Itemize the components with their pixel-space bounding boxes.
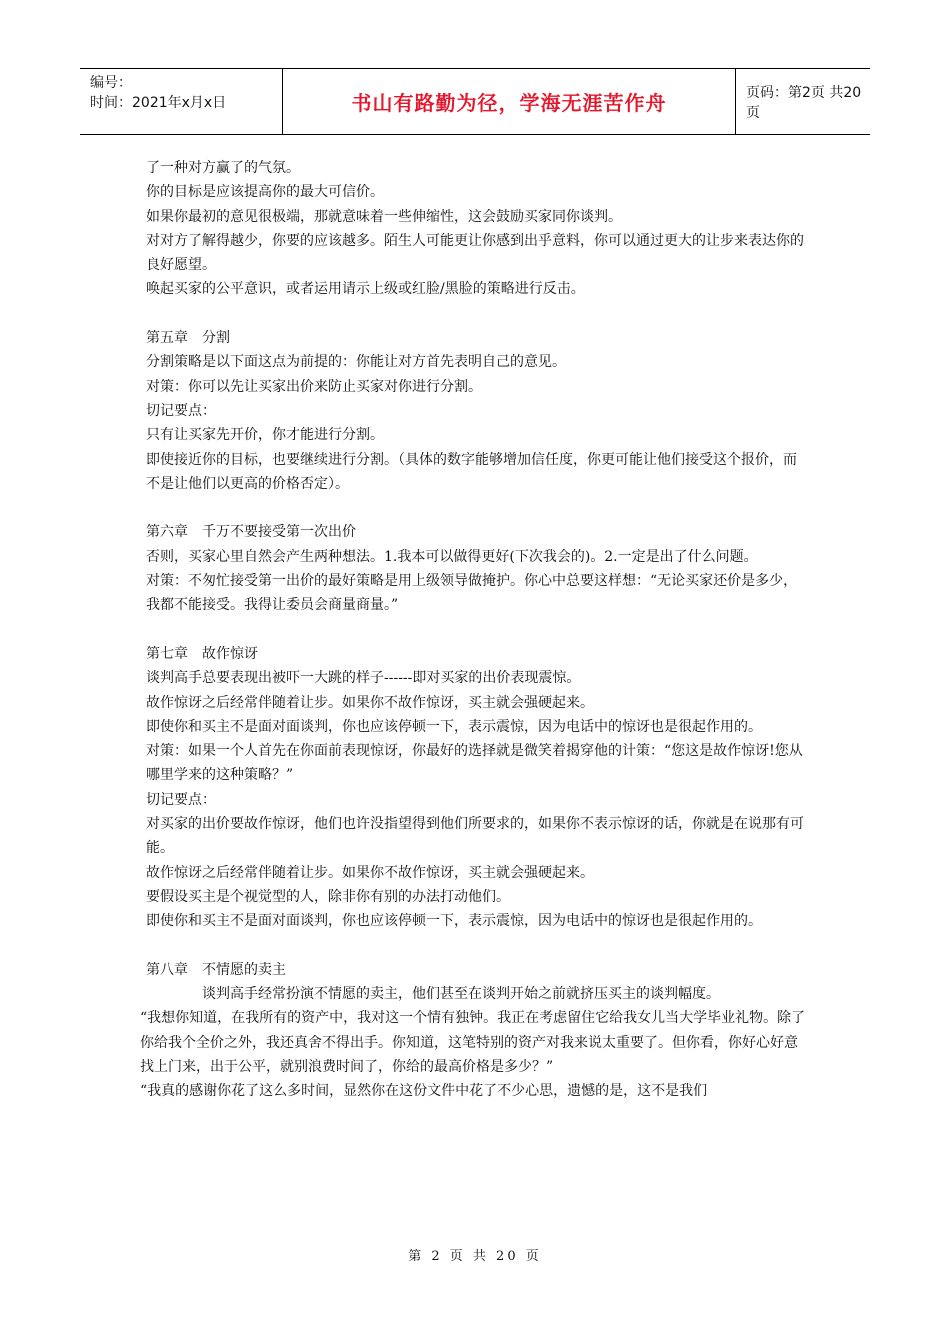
chapter-number: 第六章 [146, 524, 188, 541]
chapter-title: 分割 [202, 330, 230, 347]
header-page-info [736, 69, 870, 134]
paragraph: 否则，买家心里自然会产生两种想法。1.我本可以做得更好(下次我会的)。2.一定是出了什么问题。 [146, 548, 758, 565]
paragraph: 唤起买家的公平意识，或者运用请示上级或红脸/黑脸的策略进行反击。 [146, 281, 585, 298]
chapter-number: 第五章 [146, 330, 188, 347]
page-number-info: 页码：第2页 共20页 [746, 84, 862, 121]
spacer [146, 934, 806, 958]
chapter-title: 故作惊讶 [202, 645, 258, 662]
paragraph: 即使接近你的目标，也要继续进行分割。（具体的数字能够增加信任度，你更可能让他们接受这个报价，而不是让他们以更高的价格否定）。 [146, 451, 797, 492]
chapter-number: 第八章 [146, 961, 188, 978]
chapter-heading-7 [146, 642, 806, 666]
paragraph: 对策：不匆忙接受第一出价的最好策略是用上级领导做掩护。你心中总要这样想：“无论买家还价是多少，我都不能接受。我得让委员会商量商量。” [146, 573, 798, 614]
paragraph: 谈判高手经常扮演不情愿的卖主，他们甚至在谈判开始之前就挤压买主的谈判幅度。 [202, 986, 720, 1003]
paragraph: 对策：你可以先让买家出价来防止买家对你进行分割。 [146, 378, 482, 395]
chapter-heading-6 [146, 520, 806, 544]
paragraph: 切记要点： [146, 791, 216, 808]
header-motto: 书山有路勤为径，学海无涯苦作舟 [351, 91, 667, 115]
chapter-title: 不情愿的卖主 [202, 961, 286, 978]
paragraph: “我真的感谢你花了这么多时间，显然你在这份文件中花了不少心思，遗憾的是，这不是我们 [140, 1083, 708, 1100]
paragraph: 对对方了解得越少，你要的应该越多。陌生人可能更让你感到出乎意料，你可以通过更大的让步来表达你的良好愿望。 [146, 232, 804, 274]
paragraph: 要假设买主是个视觉型的人，除非你有别的办法打动他们。 [146, 888, 510, 905]
spacer [146, 302, 806, 326]
paragraph: 对策：如果一个人首先在你面前表现惊讶，你最好的选择就是微笑着揭穿他的计策：“您这是故作惊讶!您从哪里学来的这种策略？” [146, 743, 803, 784]
date-label: 时间：2021年x月x日 [90, 95, 227, 111]
paragraph: 你的目标是应该提高你的最大可信价。 [146, 184, 384, 201]
serial-number-label: 编号： [90, 75, 132, 91]
chapter-title: 千万不要接受第一次出价 [202, 524, 356, 541]
paragraph: 谈判高手总要表现出被吓一大跳的样子------即对买家的出价表现震惊。 [146, 670, 581, 687]
paragraph: 如果你最初的意见很极端，那就意味着一些伸缩性，这会鼓励买家同你谈判。 [146, 208, 622, 225]
paragraph: 即使你和买主不是面对面谈判，你也应该停顿一下，表示震惊，因为电话中的惊讶也是很起作用的。 [146, 718, 762, 735]
header-motto-cell [283, 69, 736, 134]
footer-page-number: 第 2 页 共 20 页 [408, 1249, 542, 1264]
chapter-number: 第七章 [146, 645, 188, 662]
chapter-heading-5 [146, 326, 806, 350]
chapter-heading-8 [146, 958, 806, 982]
page-header [80, 68, 870, 135]
header-meta [80, 69, 283, 134]
paragraph: “我想你知道，在我所有的资产中，我对这一个情有独钟。我正在考虑留住它给我女儿当大学毕业礼物。除了你给我个全价之外，我还真舍不得出手。你知道，这笔特别的资产对我来说太重要了。但你看，你好心好意找上门来，出于公平，就别浪费时间了，你给的最高价格是多少？” [140, 1010, 806, 1075]
paragraph: 故作惊讶之后经常伴随着让步。如果你不故作惊讶，买主就会强硬起来。 [146, 864, 594, 881]
paragraph: 故作惊讶之后经常伴随着让步。如果你不故作惊讶，买主就会强硬起来。 [146, 694, 594, 711]
paragraph: 了一种对方赢了的气氛。 [146, 160, 300, 176]
paragraph: 分割策略是以下面这点为前提的：你能让对方首先表明自己的意见。 [146, 354, 566, 371]
paragraph: 只有让买家先开价，你才能进行分割。 [146, 427, 384, 444]
paragraph: 切记要点： [146, 402, 216, 419]
page-footer [0, 1245, 950, 1264]
document-body [140, 156, 806, 1104]
spacer [146, 496, 806, 520]
paragraph: 对买家的出价要故作惊讶，他们也许没指望得到他们所要求的，如果你不表示惊讶的话，你就是在说那有可能。 [146, 816, 804, 857]
spacer [146, 618, 806, 642]
paragraph: 即使你和买主不是面对面谈判，你也应该停顿一下，表示震惊，因为电话中的惊讶也是很起作用的。 [146, 913, 762, 930]
